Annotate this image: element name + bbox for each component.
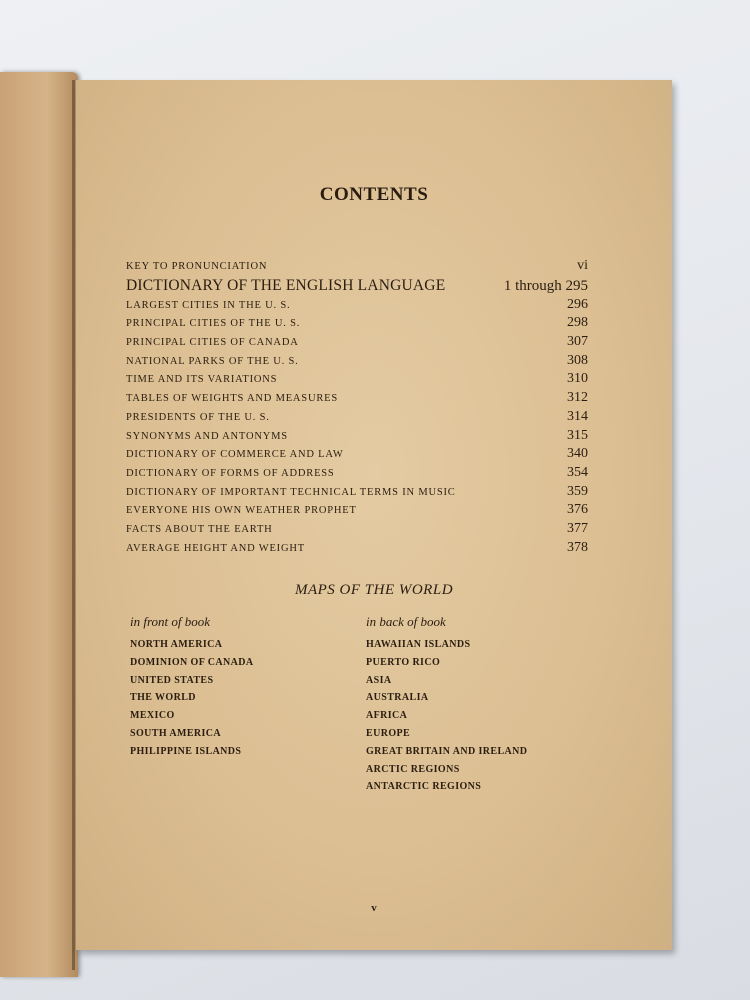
toc-entry-title: LARGEST CITIES IN THE U. S. xyxy=(126,299,291,311)
toc-entry xyxy=(126,484,588,503)
toc-entry xyxy=(126,409,588,428)
map-list-item: ANTARCTIC REGIONS xyxy=(366,781,482,793)
map-list-item: NORTH AMERICA xyxy=(130,639,223,650)
toc-entry-title: PRESIDENTS OF THE U. S. xyxy=(126,411,270,423)
toc-entry-title: AVERAGE HEIGHT AND WEIGHT xyxy=(126,542,305,554)
toc-entry-title: DICTIONARY OF THE ENGLISH LANGUAGE xyxy=(126,276,446,294)
page-title: CONTENTS xyxy=(319,184,429,205)
map-list-item: UNITED STATES xyxy=(130,674,214,686)
toc-entry-title: NATIONAL PARKS OF THE U. S. xyxy=(126,355,299,367)
map-list-item: PHILIPPINE ISLANDS xyxy=(130,745,242,757)
toc-entry xyxy=(126,540,588,559)
map-list-item: DOMINION OF CANADA xyxy=(130,656,254,668)
toc-entry-page: 312 xyxy=(567,390,588,406)
toc-entry xyxy=(126,258,588,277)
front-column-heading: in front of book xyxy=(130,614,211,629)
toc-entry xyxy=(126,521,588,540)
toc-entry-page: 377 xyxy=(567,520,588,536)
toc-entry-page: 378 xyxy=(567,539,588,555)
map-list-item: EUROPE xyxy=(366,727,411,739)
toc-entry-page: 307 xyxy=(567,334,588,350)
map-list-item: AFRICA xyxy=(366,710,408,722)
toc-entry-page: 359 xyxy=(567,483,588,499)
toc-entry-page: 296 xyxy=(567,296,588,312)
toc-entry-title: SYNONYMS AND ANTONYMS xyxy=(126,430,288,442)
toc-entry xyxy=(126,297,588,316)
toc-entry xyxy=(126,502,588,521)
toc-entry-title: FACTS ABOUT THE EARTH xyxy=(126,523,273,535)
toc-entry-title: DICTIONARY OF IMPORTANT TECHNICAL TERMS IN MUSIC xyxy=(126,486,456,498)
toc-entry-title: EVERYONE HIS OWN WEATHER PROPHET xyxy=(126,505,357,517)
toc-entry-page: 340 xyxy=(567,446,588,462)
contents-page xyxy=(76,80,672,950)
map-list-item: ARCTIC REGIONS xyxy=(366,763,460,775)
toc-entry xyxy=(126,465,588,484)
toc-entry-title: PRINCIPAL CITIES OF CANADA xyxy=(126,337,299,349)
toc-entry-title: TIME AND ITS VARIATIONS xyxy=(126,374,278,386)
map-list-item: MEXICO xyxy=(130,710,175,722)
toc-entry xyxy=(126,315,588,334)
map-list-item: AUSTRALIA xyxy=(366,692,429,704)
toc-entry-page: 308 xyxy=(567,352,588,368)
toc-entry xyxy=(126,277,588,297)
map-list-item: THE WORLD xyxy=(130,692,196,704)
toc-entry-page: 315 xyxy=(567,427,588,443)
previous-page-edge xyxy=(0,72,78,977)
map-list-item: PUERTO RICO xyxy=(366,656,441,668)
toc-entry xyxy=(126,428,588,447)
toc-entry-page: 376 xyxy=(567,502,588,518)
maps-back-column xyxy=(366,614,527,796)
table-of-contents xyxy=(126,258,588,558)
maps-front-column xyxy=(130,614,254,761)
map-list-item: SOUTH AMERICA xyxy=(130,727,222,739)
back-column-heading: in back of book xyxy=(366,614,446,629)
toc-entry-title: PRINCIPAL CITIES OF THE U. S. xyxy=(126,318,301,330)
toc-entry-page: vi xyxy=(577,258,588,273)
toc-entry-page: 314 xyxy=(567,408,588,424)
toc-entry xyxy=(126,334,588,353)
page-number: v xyxy=(371,902,377,914)
map-list-item: GREAT BRITAIN AND IRELAND xyxy=(366,745,528,757)
toc-entry-page: 354 xyxy=(567,464,588,480)
toc-entry xyxy=(126,353,588,372)
map-list-item: ASIA xyxy=(366,674,392,686)
toc-entry-page: 310 xyxy=(567,371,588,387)
toc-entry-page: 298 xyxy=(567,315,588,331)
toc-entry xyxy=(126,390,588,409)
maps-section-title: MAPS OF THE WORLD xyxy=(294,582,454,598)
toc-entry-title: TABLES OF WEIGHTS AND MEASURES xyxy=(126,393,338,405)
toc-entry xyxy=(126,446,588,465)
toc-entry-title: DICTIONARY OF FORMS OF ADDRESS xyxy=(126,467,335,479)
toc-entry-title: KEY TO PRONUNCIATION xyxy=(126,261,268,272)
toc-entry-title: DICTIONARY OF COMMERCE AND LAW xyxy=(126,449,344,461)
map-list-item: HAWAIIAN ISLANDS xyxy=(366,639,471,650)
toc-entry xyxy=(126,371,588,390)
toc-entry-page: 1 through 295 xyxy=(503,277,588,294)
book-spine xyxy=(72,80,75,970)
